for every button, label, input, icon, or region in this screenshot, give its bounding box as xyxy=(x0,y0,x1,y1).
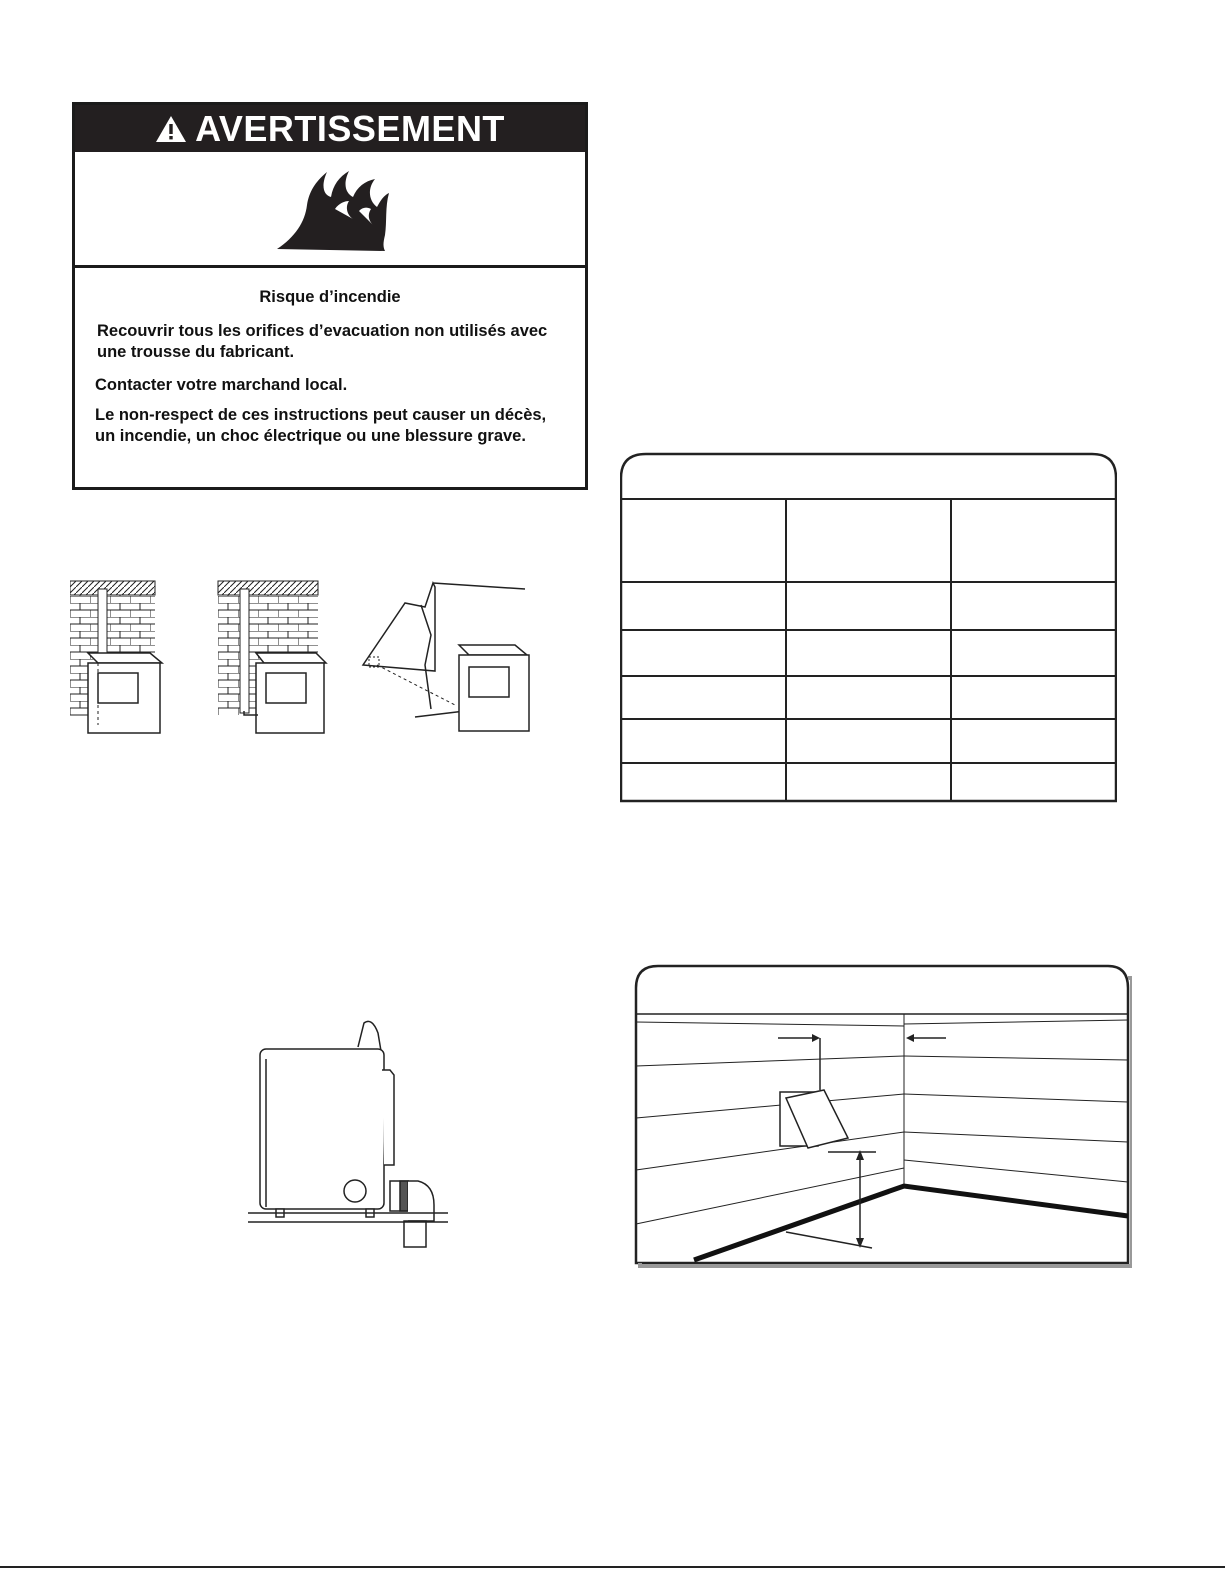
dryer-side-view-illustration xyxy=(248,1015,468,1255)
wall-hood-placement-illustration xyxy=(628,962,1132,1272)
dryer-vent-installations-illustration xyxy=(70,575,540,745)
warning-paragraph-2: Contacter votre marchand local. xyxy=(95,376,348,394)
install-2-diagram xyxy=(218,581,326,733)
hazard-symbol-area xyxy=(75,152,585,268)
fire-icon xyxy=(275,167,390,252)
warning-heading: Risque d’incendie xyxy=(259,288,401,306)
warning-triangle-icon xyxy=(155,114,187,144)
page-bottom-rule xyxy=(0,1566,1225,1568)
vent-length-table xyxy=(620,452,1117,803)
warning-header xyxy=(75,105,585,152)
warning-body xyxy=(75,268,585,487)
warning-box xyxy=(72,102,588,490)
install-1-diagram xyxy=(70,581,162,733)
warning-title: AVERTISSEMENT xyxy=(195,107,505,149)
install-3-diagram xyxy=(363,583,529,731)
warning-paragraph-1: Recouvrir tous les orifices d’evacuation non utilisés avec une trousse du fabricant. xyxy=(97,322,548,361)
warning-paragraph-3: Le non-respect de ces instructions peut causer un décès, un incendie, un choc électrique ou une blessure grave. xyxy=(95,406,547,445)
